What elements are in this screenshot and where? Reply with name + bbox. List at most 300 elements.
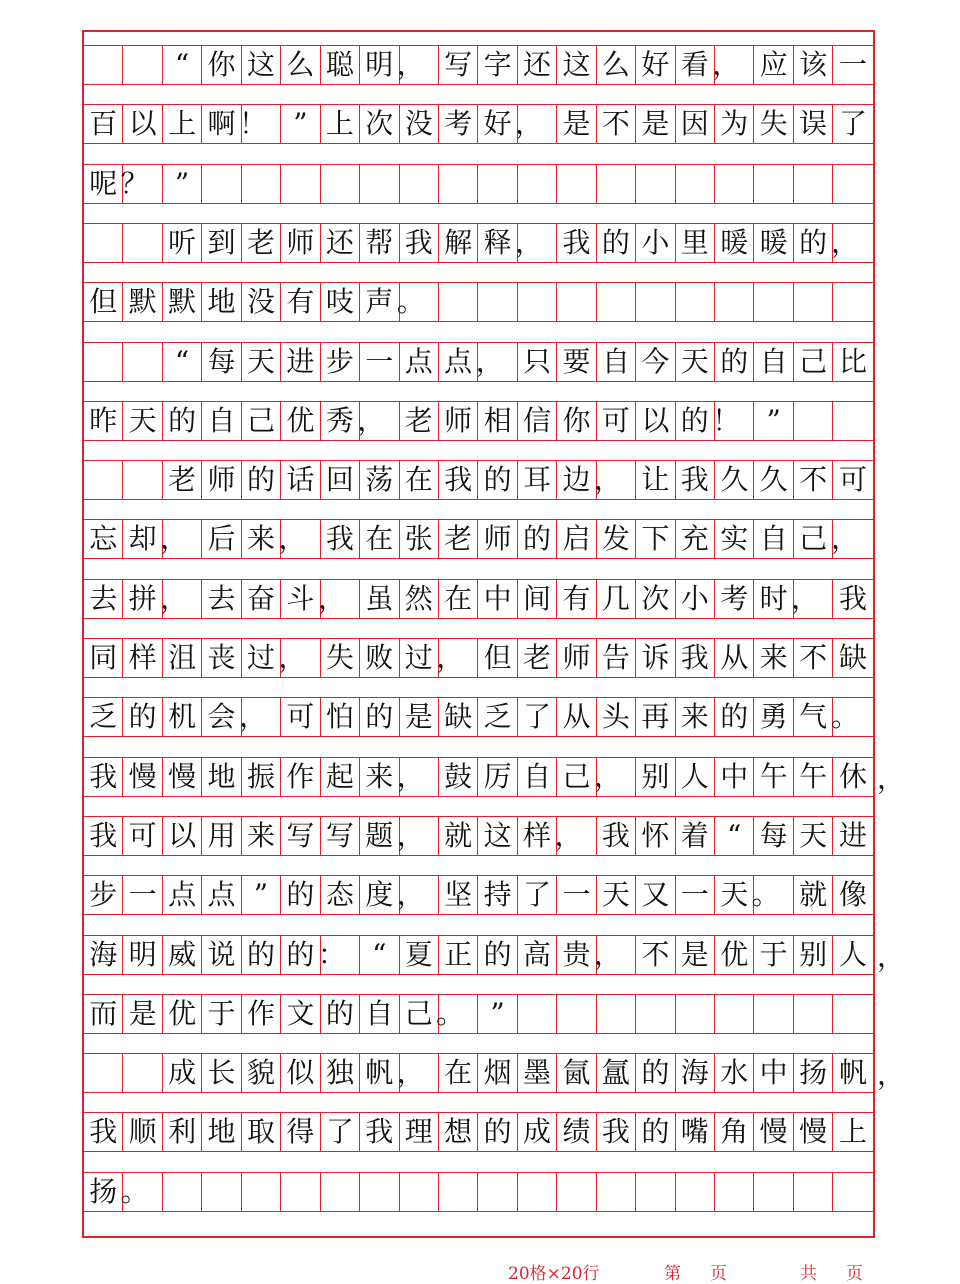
grid-cell xyxy=(715,639,754,677)
grid-cell xyxy=(794,283,833,321)
grid-char: 没 xyxy=(404,107,433,141)
grid-cell xyxy=(396,1054,439,1092)
grid-cell xyxy=(515,224,557,262)
grid-cell xyxy=(794,758,833,796)
grid-cell xyxy=(163,105,202,143)
grid-char: 的 xyxy=(641,1115,670,1149)
grid-cell xyxy=(518,1173,557,1211)
grid-cell xyxy=(321,1054,360,1092)
grid-cell xyxy=(754,1173,793,1211)
grid-char: 没 xyxy=(246,285,275,319)
grid-char: 久 xyxy=(759,463,788,497)
grid-char: 天 xyxy=(128,403,157,437)
grid-char: 不 xyxy=(641,937,670,971)
grid-char: 慢 xyxy=(128,759,157,793)
grid-char: 么 xyxy=(601,48,630,81)
grid-char: 。 xyxy=(751,878,780,912)
grid-cell xyxy=(242,995,281,1033)
grid-cell xyxy=(597,224,636,262)
grid-char: 优 xyxy=(286,403,315,437)
grid-cell xyxy=(202,876,241,914)
grid-cell xyxy=(833,1054,872,1092)
grid-cell xyxy=(557,105,596,143)
grid-cell xyxy=(163,995,202,1033)
grid-cell xyxy=(754,995,793,1033)
grid-cell xyxy=(518,520,557,558)
grid-char: 的 xyxy=(246,937,275,971)
grid-cell xyxy=(794,698,833,736)
grid-char: 我 xyxy=(365,1115,394,1149)
grid-char: 了 xyxy=(325,1115,354,1149)
grid-cell xyxy=(400,1113,439,1151)
grid-char: ， xyxy=(593,759,622,793)
grid-char: 从 xyxy=(562,700,591,734)
grid-char: ： xyxy=(317,937,346,971)
grid-cell xyxy=(321,817,360,855)
grid-char: 说 xyxy=(207,937,236,971)
grid-char: ， xyxy=(593,463,622,497)
grid-cell xyxy=(321,224,360,262)
grid-cell xyxy=(202,343,241,381)
grid-cell xyxy=(833,995,872,1033)
grid-char: 己 xyxy=(562,759,591,793)
grid-char: 的 xyxy=(523,522,552,556)
grid-cell xyxy=(557,461,596,499)
grid-cell xyxy=(754,461,793,499)
grid-cell xyxy=(281,580,320,618)
grid-cell xyxy=(478,520,517,558)
grid-char: 是 xyxy=(128,996,157,1030)
grid-cell xyxy=(396,758,439,796)
grid-cell xyxy=(478,402,517,440)
grid-char: 勇 xyxy=(759,700,788,734)
grid-char: 自 xyxy=(207,403,236,437)
grid-char: 地 xyxy=(207,1115,236,1149)
grid-char: 因 xyxy=(680,107,709,141)
grid-char: 扬 xyxy=(89,1174,118,1208)
grid-cell xyxy=(833,639,872,677)
grid-char: 作 xyxy=(246,996,275,1030)
grid-char: 取 xyxy=(246,1115,275,1149)
grid-cell xyxy=(202,698,241,736)
grid-cell xyxy=(518,698,557,736)
grid-char: 有 xyxy=(562,581,591,615)
grid-cell xyxy=(202,105,241,143)
grid-cell xyxy=(557,46,596,84)
grid-char: 老 xyxy=(404,403,433,437)
grid-cell xyxy=(163,876,202,914)
grid-char: 上 xyxy=(839,1115,868,1149)
grid-cell xyxy=(754,105,793,143)
grid-cell xyxy=(557,698,596,736)
grid-char: 去 xyxy=(89,581,118,615)
grid-row xyxy=(84,164,873,204)
grid-cell xyxy=(360,995,399,1033)
grid-cell xyxy=(84,936,123,974)
grid-char: 氤 xyxy=(562,1056,591,1090)
margin-punctuation: ， xyxy=(877,761,906,795)
grid-char: “ xyxy=(372,937,387,971)
grid-cell xyxy=(833,1173,872,1211)
grid-char: 明 xyxy=(128,937,157,971)
grid-cell xyxy=(715,520,754,558)
grid-cell xyxy=(202,165,241,203)
grid-cell xyxy=(321,46,360,84)
grid-char: 边 xyxy=(562,463,591,497)
grid-cell xyxy=(439,402,478,440)
grid-cell xyxy=(84,580,123,618)
grid-cell xyxy=(676,758,715,796)
grid-cell xyxy=(281,343,320,381)
grid-cell xyxy=(202,46,241,84)
grid-cell xyxy=(360,639,399,677)
grid-char: 在 xyxy=(365,522,394,556)
grid-char: 我 xyxy=(562,225,591,259)
grid-char: ” xyxy=(490,996,505,1030)
grid-char: 缺 xyxy=(444,700,473,734)
grid-char: 我 xyxy=(601,1115,630,1149)
grid-cell xyxy=(281,995,320,1033)
grid-char: 貌 xyxy=(246,1056,275,1090)
grid-cell xyxy=(123,580,162,618)
grid-cell xyxy=(163,1054,202,1092)
grid-char: 解 xyxy=(444,225,473,259)
grid-cell xyxy=(518,46,557,84)
grid-char: 写 xyxy=(286,818,315,852)
grid-char: 自 xyxy=(601,344,630,378)
grid-char: 。 xyxy=(436,996,465,1030)
grid-char: 人 xyxy=(839,937,868,971)
grid-cell xyxy=(163,639,202,677)
grid-char: 虽 xyxy=(365,581,394,615)
grid-cell xyxy=(676,105,715,143)
grid-char: 怕 xyxy=(325,700,354,734)
grid-char: ” xyxy=(293,107,308,141)
page-number-label: 第 xyxy=(664,1264,681,1284)
grid-char: 沮 xyxy=(168,641,197,674)
grid-char: 理 xyxy=(404,1115,433,1149)
grid-char: 题 xyxy=(365,818,394,852)
grid-cell xyxy=(478,1173,517,1211)
grid-char: 的 xyxy=(286,878,315,912)
grid-cell xyxy=(478,936,517,974)
grid-char: 己 xyxy=(246,403,275,437)
grid-cell xyxy=(84,817,123,855)
grid-cell xyxy=(242,817,281,855)
grid-char: 的 xyxy=(286,937,315,971)
grid-char: 不 xyxy=(601,107,630,141)
grid-char: 写 xyxy=(325,818,354,852)
grid-cell xyxy=(84,461,123,499)
grid-cell xyxy=(360,520,399,558)
grid-cell xyxy=(676,343,715,381)
grid-cell xyxy=(84,1113,123,1151)
grid-char: 是 xyxy=(680,937,709,971)
grid-cell xyxy=(636,1113,675,1151)
grid-char: 比 xyxy=(839,344,868,378)
grid-cell xyxy=(676,698,715,736)
grid-char: 进 xyxy=(286,344,315,378)
grid-cell xyxy=(160,580,202,618)
grid-cell xyxy=(518,283,557,321)
grid-cell xyxy=(123,817,162,855)
grid-cell xyxy=(518,165,557,203)
grid-char: 一 xyxy=(562,878,591,912)
grid-char: 步 xyxy=(325,344,354,378)
grid-cell xyxy=(557,580,596,618)
grid-char: 有 xyxy=(286,285,315,319)
grid-char: 应 xyxy=(759,48,788,81)
grid-char: 只 xyxy=(523,344,552,378)
grid-char: 了 xyxy=(523,700,552,734)
grid-cell xyxy=(478,224,517,262)
grid-cell xyxy=(400,461,439,499)
page-number-unit: 页 xyxy=(710,1264,727,1284)
grid-char: 就 xyxy=(444,818,473,852)
grid-cell xyxy=(794,520,833,558)
grid-cell xyxy=(715,1054,754,1092)
grid-char: ！ xyxy=(238,107,267,141)
grid-cell xyxy=(360,1113,399,1151)
grid-char: 次 xyxy=(365,107,394,141)
grid-char: 天 xyxy=(720,878,749,912)
grid-cell xyxy=(242,1113,281,1151)
grid-cell xyxy=(163,1173,202,1211)
grid-char: 的 xyxy=(168,403,197,437)
grid-cell xyxy=(123,343,162,381)
grid-char: 午 xyxy=(759,759,788,793)
grid-cell xyxy=(396,283,439,321)
grid-cell xyxy=(321,1173,360,1211)
grid-row xyxy=(84,1112,873,1152)
grid-char: 自 xyxy=(759,344,788,378)
grid-char: 的 xyxy=(720,344,749,378)
grid-cell xyxy=(518,639,557,677)
grid-cell xyxy=(84,343,123,381)
grid-cell xyxy=(715,105,754,143)
grid-cell xyxy=(715,876,754,914)
grid-cell xyxy=(557,1113,596,1151)
grid-char: 让 xyxy=(641,463,670,497)
grid-cell xyxy=(833,224,872,262)
grid-cell xyxy=(202,520,241,558)
grid-char: 了 xyxy=(839,107,868,141)
grid-char: 该 xyxy=(799,48,828,81)
grid-cell xyxy=(715,343,754,381)
grid-char: 坚 xyxy=(444,878,473,912)
grid-char: 自 xyxy=(365,996,394,1030)
grid-cell xyxy=(120,1173,162,1211)
grid-cell xyxy=(754,1113,793,1151)
grid-char: 这 xyxy=(246,48,275,81)
grid-cell xyxy=(518,995,557,1033)
grid-cell xyxy=(360,758,399,796)
grid-char: 诉 xyxy=(641,641,670,674)
grid-cell xyxy=(794,461,833,499)
grid-char: ， xyxy=(160,522,189,556)
grid-cell xyxy=(202,1113,241,1151)
grid-char: 缺 xyxy=(839,641,868,674)
grid-cell xyxy=(123,461,162,499)
grid-char: 这 xyxy=(562,48,591,81)
grid-cell xyxy=(478,1113,517,1151)
grid-row xyxy=(84,1172,873,1212)
grid-cell xyxy=(400,936,439,974)
grid-char: 高 xyxy=(523,937,552,971)
grid-char: ， xyxy=(515,107,544,141)
grid-char: 一 xyxy=(128,878,157,912)
grid-cell xyxy=(439,758,478,796)
grid-row xyxy=(84,519,873,559)
grid-cell xyxy=(597,402,636,440)
grid-cell xyxy=(360,165,399,203)
grid-cell xyxy=(84,995,123,1033)
grid-cell xyxy=(833,402,872,440)
grid-char: 态 xyxy=(325,878,354,912)
grid-cell xyxy=(202,639,241,677)
grid-char: 话 xyxy=(286,463,315,497)
page-total-unit: 页 xyxy=(846,1264,863,1284)
grid-char: 墨 xyxy=(523,1056,552,1090)
grid-cell xyxy=(754,698,793,736)
grid-cell xyxy=(636,995,675,1033)
grid-char: 同 xyxy=(89,641,118,674)
grid-cell xyxy=(478,698,517,736)
grid-cell xyxy=(123,876,162,914)
grid-char: 百 xyxy=(89,107,118,141)
grid-char: 而 xyxy=(89,996,118,1030)
grid-cell xyxy=(238,698,281,736)
grid-cell xyxy=(400,105,439,143)
grid-char: 从 xyxy=(720,641,749,674)
grid-char: 的 xyxy=(483,1115,512,1149)
grid-cell xyxy=(518,343,557,381)
grid-cell xyxy=(676,580,715,618)
grid-char: 天 xyxy=(246,344,275,378)
grid-char: ， xyxy=(712,48,741,81)
grid-char: 度 xyxy=(365,878,394,912)
grid-cell xyxy=(163,936,202,974)
grid-cell xyxy=(242,639,281,677)
grid-cell xyxy=(715,1113,754,1151)
grid-char: 于 xyxy=(207,996,236,1030)
grid-cell xyxy=(597,283,636,321)
grid-char: ， xyxy=(593,937,622,971)
grid-char: 人 xyxy=(680,759,709,793)
grid-cell xyxy=(360,224,399,262)
grid-char: ， xyxy=(791,581,820,615)
grid-cell xyxy=(518,817,557,855)
grid-cell xyxy=(791,580,833,618)
grid-char: ” xyxy=(766,403,781,437)
grid-cell xyxy=(360,461,399,499)
grid-char: 慢 xyxy=(168,759,197,793)
grid-char: 去 xyxy=(207,581,236,615)
grid-cell xyxy=(360,1054,399,1092)
grid-char: 告 xyxy=(601,641,630,674)
grid-char: 我 xyxy=(444,463,473,497)
grid-row xyxy=(84,282,873,322)
grid-char: 嘴 xyxy=(680,1115,709,1149)
grid-char: 。 xyxy=(120,1174,149,1208)
grid-cell xyxy=(242,1054,281,1092)
grid-char: 以 xyxy=(641,403,670,437)
grid-char: 老 xyxy=(523,641,552,674)
grid-char: 文 xyxy=(286,996,315,1030)
grid-cell xyxy=(400,165,439,203)
grid-char: ， xyxy=(396,48,425,81)
grid-cell xyxy=(202,995,241,1033)
grid-cell xyxy=(123,758,162,796)
grid-char: 己 xyxy=(404,996,433,1030)
grid-cell xyxy=(676,46,715,84)
grid-cell xyxy=(360,876,399,914)
grid-cell xyxy=(712,46,754,84)
grid-cell xyxy=(557,402,596,440)
grid-cell xyxy=(360,1173,399,1211)
grid-cell xyxy=(518,402,557,440)
grid-char: 在 xyxy=(444,1056,473,1090)
grid-char: 的 xyxy=(601,225,630,259)
grid-cell xyxy=(636,402,675,440)
grid-cell xyxy=(281,224,320,262)
grid-char: 就 xyxy=(799,878,828,912)
grid-char: 着 xyxy=(680,818,709,852)
grid-char: 的 xyxy=(720,700,749,734)
grid-cell xyxy=(794,343,833,381)
grid-cell xyxy=(833,165,872,203)
grid-char: 可 xyxy=(839,463,868,497)
grid-cell xyxy=(321,639,360,677)
grid-char: 水 xyxy=(720,1056,749,1090)
grid-cell xyxy=(123,520,162,558)
grid-cell xyxy=(794,1054,833,1092)
grid-cell xyxy=(317,936,360,974)
grid-cell xyxy=(557,995,596,1033)
grid-cell xyxy=(833,520,872,558)
grid-cell xyxy=(242,165,281,203)
grid-char: 的 xyxy=(128,700,157,734)
grid-char: 怀 xyxy=(641,818,670,852)
grid-char: 乏 xyxy=(89,700,118,734)
grid-char: 好 xyxy=(641,48,670,81)
grid-cell xyxy=(281,936,320,974)
grid-cell xyxy=(242,343,281,381)
grid-cell xyxy=(715,224,754,262)
grid-char: ， xyxy=(396,759,425,793)
grid-cell xyxy=(593,758,636,796)
grid-char: 帆 xyxy=(365,1056,394,1090)
grid-char: 想 xyxy=(444,1115,473,1149)
grid-char: 角 xyxy=(720,1115,749,1149)
grid-cell xyxy=(636,698,675,736)
grid-char: “ xyxy=(727,818,742,852)
grid-cell xyxy=(676,1113,715,1151)
grid-cell xyxy=(202,1054,241,1092)
grid-cell xyxy=(242,876,281,914)
grid-char: 是 xyxy=(562,107,591,141)
grid-cell xyxy=(84,224,123,262)
grid-char: 暖 xyxy=(720,225,749,259)
grid-cell xyxy=(360,343,399,381)
grid-char: 明 xyxy=(365,48,394,81)
grid-char: 中 xyxy=(720,759,749,793)
grid-char: 看 xyxy=(680,48,709,81)
grid-char: 老 xyxy=(168,463,197,497)
grid-cell xyxy=(794,1113,833,1151)
grid-cell xyxy=(84,46,123,84)
grid-char: ” xyxy=(253,878,269,912)
